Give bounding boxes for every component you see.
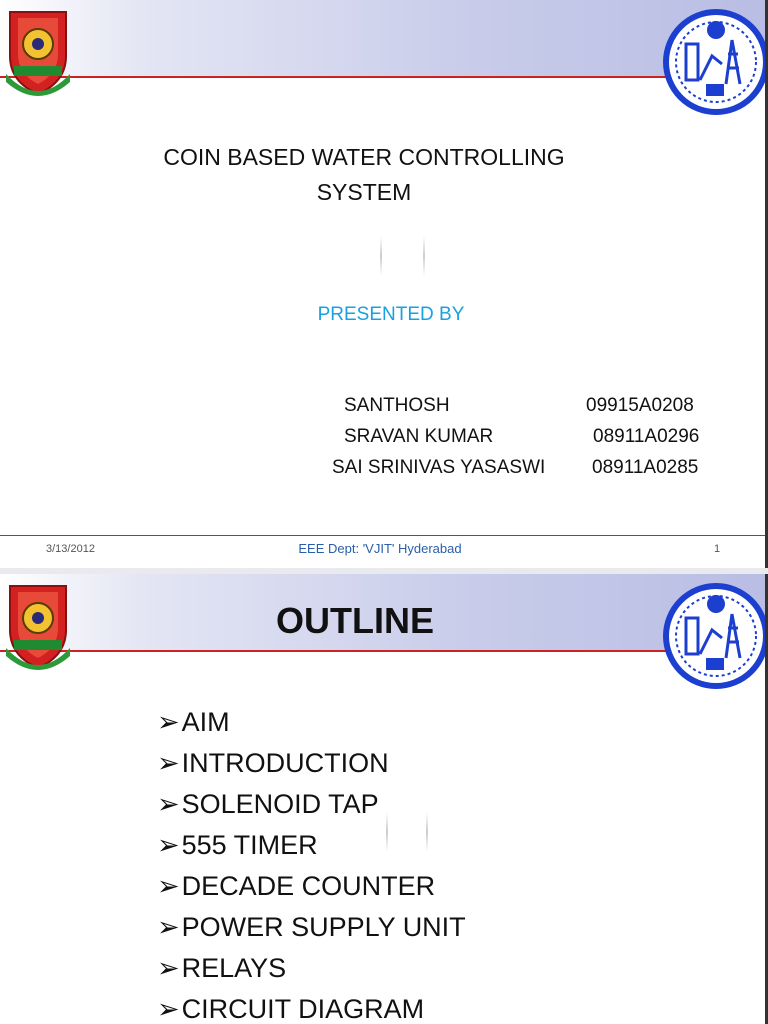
list-item: ➢SOLENOID TAP	[157, 789, 379, 819]
list-item: ➢AIM	[157, 707, 230, 737]
student-row	[344, 395, 744, 426]
student-name: SAI SRINIVAS YASASWI	[332, 457, 546, 478]
student-roll-number: 08911A0296	[593, 426, 700, 447]
footer-page-number: 1	[714, 543, 721, 555]
header-band	[0, 0, 768, 78]
footer-date: 3/13/2012	[46, 543, 95, 555]
slide-title-line-2: SYSTEM	[316, 179, 412, 205]
student-name: SRAVAN KUMAR	[344, 426, 494, 447]
college-shield-logo-icon	[4, 4, 72, 104]
arrow-bullet-icon: ➢	[157, 830, 180, 860]
presented-by-label: PRESENTED BY	[317, 304, 465, 325]
department-emblem-logo-icon	[660, 0, 768, 126]
list-item: ➢CIRCUIT DIAGRAM	[157, 994, 425, 1024]
list-item: ➢INTRODUCTION	[157, 748, 389, 778]
arrow-bullet-icon: ➢	[157, 748, 180, 778]
arrow-bullet-icon: ➢	[157, 994, 180, 1024]
arrow-bullet-icon: ➢	[157, 789, 180, 819]
slide-2	[0, 574, 768, 1024]
list-item: ➢DECADE COUNTER	[157, 871, 436, 901]
arrow-bullet-icon: ➢	[157, 912, 180, 942]
header-red-line	[0, 650, 768, 652]
outline-title: OUTLINE	[276, 600, 434, 641]
outline-list	[157, 702, 466, 1024]
placeholder-marks	[378, 236, 428, 276]
list-item: ➢POWER SUPPLY UNIT	[157, 912, 466, 942]
student-row	[332, 457, 732, 488]
student-roll-number: 08911A0285	[592, 457, 699, 478]
list-item: ➢RELAYS	[157, 953, 287, 983]
arrow-bullet-icon: ➢	[157, 871, 180, 901]
slide-title-line-1: COIN BASED WATER CONTROLLING	[163, 144, 565, 170]
list-item: ➢555 TIMER	[157, 830, 318, 860]
header-red-line	[0, 76, 768, 78]
footer-department: EEE Dept: 'VJIT' Hyderabad	[298, 541, 462, 556]
student-row	[344, 426, 744, 457]
arrow-bullet-icon: ➢	[157, 953, 180, 983]
student-name: SANTHOSH	[344, 395, 450, 416]
arrow-bullet-icon: ➢	[157, 707, 180, 737]
footer-red-line	[0, 535, 765, 536]
student-roll-number: 09915A0208	[586, 395, 694, 416]
